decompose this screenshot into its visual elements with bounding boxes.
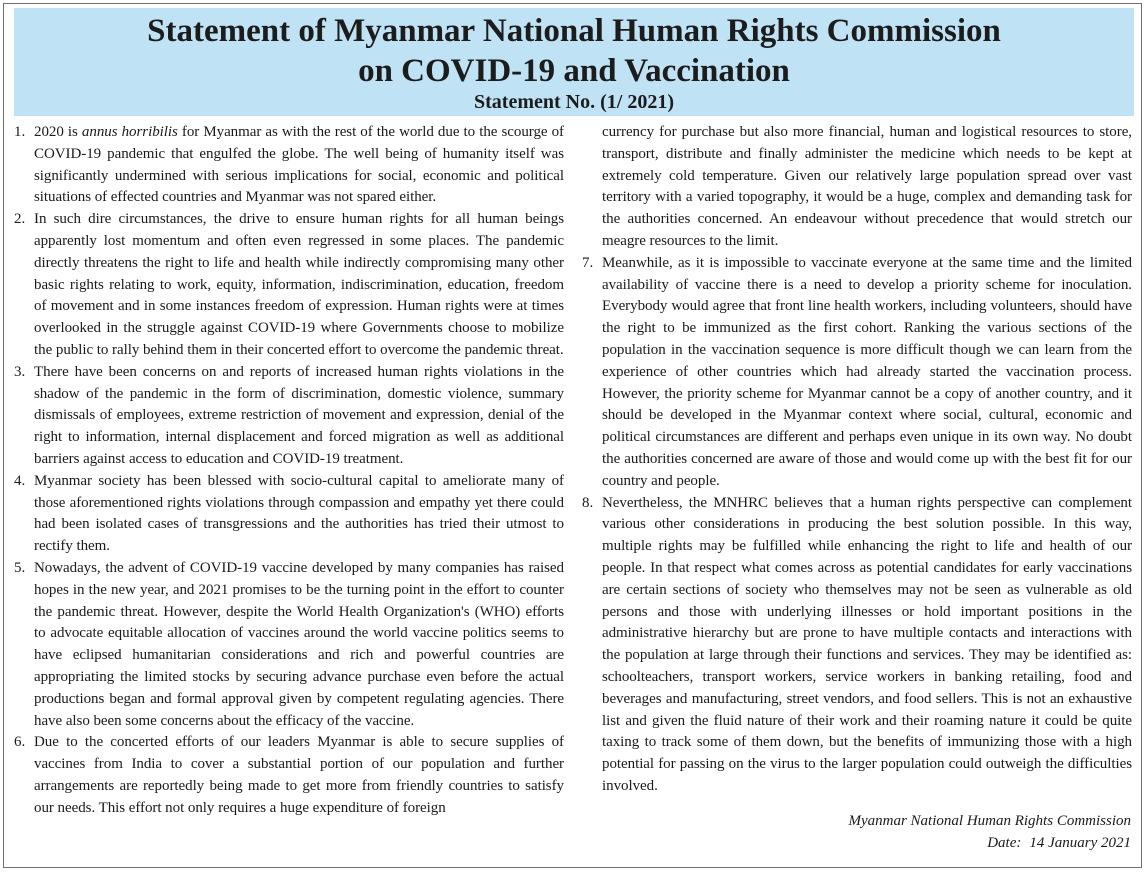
paragraph-text: Due to the concerted efforts of our leaders Myanmar is able to secure supplies of vaccines from India to cover a substantial portion of our population and further arrangements are reportedly being made to get more from friendly countries to satisfy our needs. This effort not only requires a huge expenditure of foreign	[34, 734, 564, 816]
paragraph-text: for Myanmar as with the rest of the world due to the scourge of COVID-19 pandemic that engulfed the globe. The well being of humanity itself was significantly undermined with serious implications for social, economic and political situations of effected countries and Myanmar was not spared either.	[34, 124, 564, 206]
paragraph-1	[14, 122, 564, 209]
paragraph-number: 3.	[14, 363, 26, 380]
statement-header	[14, 8, 1134, 116]
paragraph-7	[582, 253, 1132, 493]
statement-title	[14, 8, 1134, 91]
paragraph-8	[582, 493, 1132, 798]
signature-date-line	[848, 832, 1131, 854]
paragraph-emphasis: annus horribilis	[81, 124, 178, 140]
paragraph-number: 6.	[14, 734, 26, 751]
paragraph-text: Nevertheless, the MNHRC believes that a human rights perspective can complement various other considerations in producing the best solution possible. In this way, multiple rights may be fulfilled while enhancing the right to life and health of our people. In that respect what comes across as potential candidates for early vaccinations are certain sections of society who themselves may not be seen as vulnerable as old persons and those with underlying illnesses or hold important positions in the administrative hierarchy but are prone to have multiple contacts and interactions with the population at large through their functions and services. They may be identified as: schoolteachers, transport workers, service workers in banking retailing, food and beverages and manufacturing, street vendors, and food sellers. This is not an exhaustive list and given the fluid nature of their work and their roaming nature it could be quite taxing to track some of them down, but the benefits of immunizing those with a high potential for passing on the virus to the larger population could outweigh the difficulties involved.	[602, 494, 1132, 794]
signature-date: 14 January 2021	[1029, 835, 1131, 851]
paragraph-4	[14, 471, 564, 558]
paragraph-6	[14, 732, 564, 819]
date-label: Date:	[987, 835, 1022, 851]
paragraph-text: Nowadays, the advent of COVID-19 vaccine developed by many companies has raised hopes in the new year, and 2021 promises to be the turning point in the effort to counter the pandemic threat. However, despite the World Health Organization's (WHO) efforts to advocate equitable allocation of vaccines around the world vaccine politics seems to have eclipsed humanitarian considerations and rich and powerful countries are appropriating the limited stocks by securing advance purchase even before the actual productions began and formal approval given by competent regulating agencies. There have also been some concerns about the efficacy of the vaccine.	[34, 559, 564, 729]
paragraph-6-continuation: currency for purchase but also more financial, human and logistical resources to store, transport, distribute and finally administer the medicine which needs to be kept at extremely cold temperature. Given our relatively large population spread over vast territory with a varied topography, it would be a huge, complex and demanding task for the authorities concerned. An endeavour without precedence that would stretch our meagre resources to the limit.	[602, 124, 1132, 249]
paragraph-3	[14, 362, 564, 471]
signature-organization: Myanmar National Human Rights Commission	[848, 813, 1131, 829]
paragraph-number: 4.	[14, 472, 26, 489]
paragraph-2	[14, 209, 564, 362]
paragraph-number: 5.	[14, 559, 26, 576]
title-line-2: on COVID-19 and Vaccination	[358, 53, 790, 89]
paragraph-text: Myanmar society has been blessed with socio-cultural capital to ameliorate many of those aforementioned rights violations through compassion and empathy yet there could had been isolated cases of transgressions and the authorities has tried their utmost to rectify them.	[34, 472, 564, 555]
paragraph-text: In such dire circumstances, the drive to ensure human rights for all human beings apparently lost momentum and often even regressed in some places. The pandemic directly threatens the right to life and health while indirectly compromising many other basic rights relating to work, equity, information, indiscrimination, education, freedom of movement and in some instances freedom of expression. Human rights were at times overlooked in the struggle against COVID-19 where Governments choose to mobilize the public to rally behind them in their concerted effort to overcome the pandemic threat.	[34, 211, 564, 358]
paragraph-number: 8.	[582, 494, 594, 511]
paragraph-lead: 2020 is	[34, 124, 82, 140]
paragraph-number: 1.	[14, 124, 26, 140]
paragraph-text: Meanwhile, as it is impossible to vaccinate everyone at the same time and the limited availability of vaccine there is a need to develop a priority scheme for inoculation. Everybody would agree that front line health workers, including volunteers, should have the right to be immunized as the first cohort. Ranking the various sections of the population in the vaccination sequence is more difficult though we can learn from the experience of other countries which had already started the vaccination process. However, the priority scheme for Myanmar cannot be a copy of another country, and it should be developed in the Myanmar context where social, cultural, economic and political circumstances are different and perhaps even unique in its own way. No doubt the authorities concerned are aware of those and would come up with the best fit for our country and people.	[602, 254, 1132, 489]
paragraph-number: 7.	[582, 254, 594, 271]
paragraph-text: There have been concerns on and reports of increased human rights violations in the shadow of the pandemic in the form of discrimination, domestic violence, summary dismissals of employees, extreme restriction of movement and expression, denial of the right to information, internal displacement and forced migration as well as additional barriers against access to education and COVID-19 treatment.	[34, 363, 564, 467]
title-line-1: Statement of Myanmar National Human Rights Commission	[147, 13, 1001, 49]
paragraph-number: 2.	[14, 211, 26, 228]
statement-number: Statement No. (1/ 2021)	[474, 91, 674, 113]
signature-block	[848, 810, 1131, 854]
left-column	[14, 122, 564, 820]
paragraph-5	[14, 558, 564, 732]
right-column	[582, 122, 1132, 798]
